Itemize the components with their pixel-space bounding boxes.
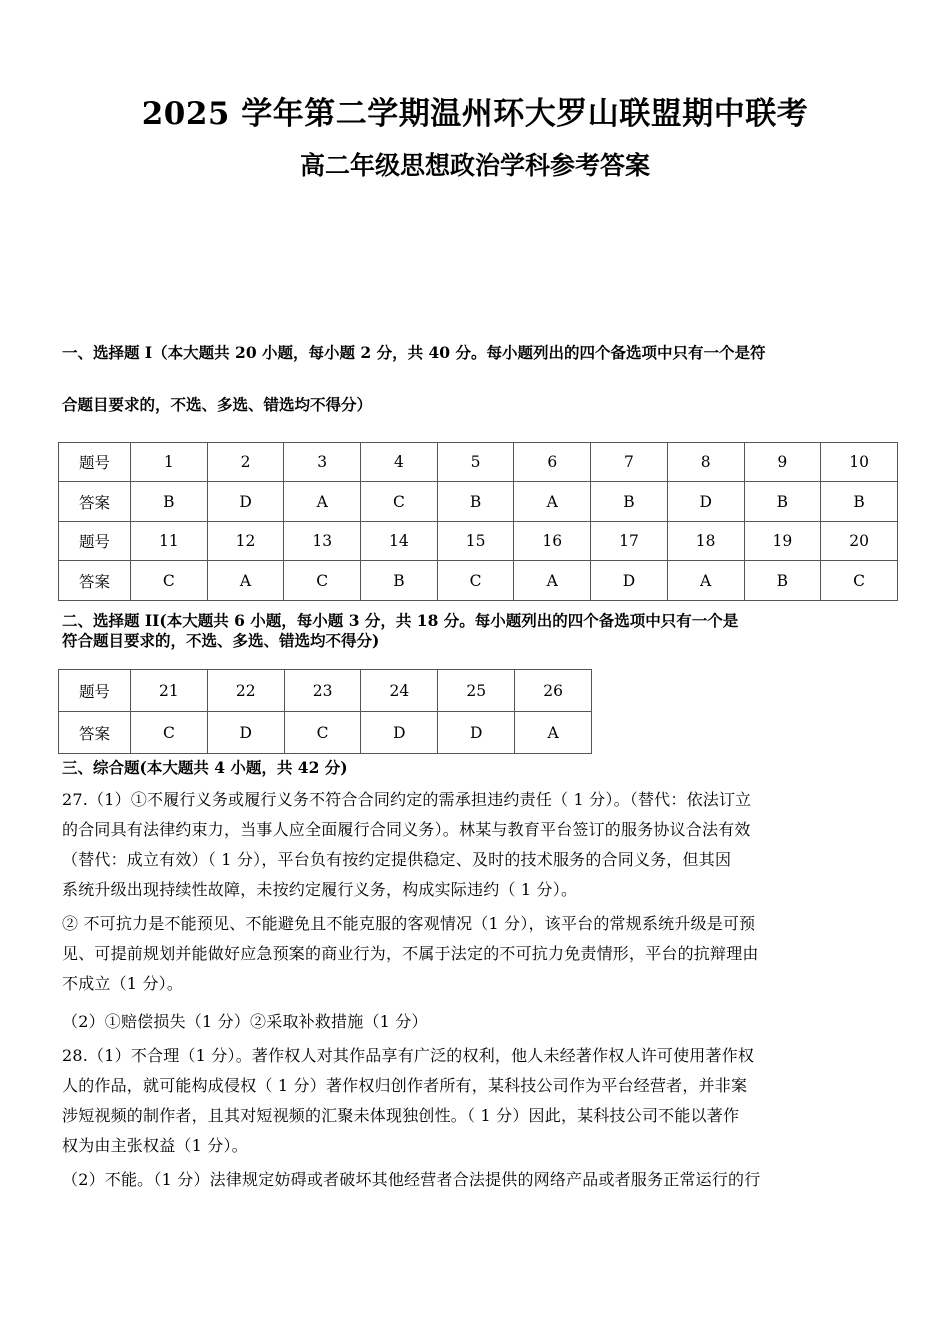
question-number-cell: 23 bbox=[284, 670, 361, 712]
answer-cell: B bbox=[744, 561, 821, 601]
question-number-cell: 16 bbox=[514, 522, 591, 561]
row-label-answer: 答案 bbox=[59, 712, 131, 754]
q27-answer-part3: （2）①赔偿损失（1 分）②采取补救措施（1 分） bbox=[62, 1012, 428, 1031]
table-row bbox=[59, 670, 592, 712]
table-row bbox=[59, 443, 898, 482]
q28-answer-part2: （2）不能。（1 分）法律规定妨碍或者破坏其他经营者合法提供的网络产品或者服务正常运行的行 bbox=[62, 1170, 761, 1189]
row-label-question-number: 题号 bbox=[59, 670, 131, 712]
answer-cell: B bbox=[131, 482, 208, 522]
section3-heading: 三、综合题(本大题共 4 小题，共 42 分) bbox=[62, 758, 348, 777]
table-row bbox=[59, 561, 898, 601]
question-number-cell: 14 bbox=[361, 522, 438, 561]
question-number-cell: 5 bbox=[437, 443, 514, 482]
section2-answer-table bbox=[58, 669, 592, 754]
question-number-cell: 12 bbox=[207, 522, 284, 561]
answer-cell: C bbox=[361, 482, 438, 522]
question-number-cell: 20 bbox=[821, 522, 898, 561]
answer-cell: A bbox=[284, 482, 361, 522]
question-number-cell: 8 bbox=[667, 443, 744, 482]
answer-cell: B bbox=[361, 561, 438, 601]
row-label-answer: 答案 bbox=[59, 561, 131, 601]
table-row bbox=[59, 522, 898, 561]
answer-text-line: 的合同具有法律约束力，当事人应全面履行合同义务）。林某与教育平台签订的服务协议合法有效 bbox=[62, 820, 751, 839]
question-number-cell: 1 bbox=[131, 443, 208, 482]
answer-text-line: （替代：成立有效）（ 1 分），平台负有按约定提供稳定、及时的技术服务的合同义务，但其因 bbox=[62, 850, 732, 869]
answer-cell: A bbox=[514, 561, 591, 601]
section1-answer-table bbox=[58, 442, 898, 601]
answer-text-line: 权为由主张权益（1 分）。 bbox=[62, 1136, 248, 1155]
answer-text-line: ② 不可抗力是不能预见、不能避免且不能克服的客观情况（1 分），该平台的常规系统升级是可预 bbox=[62, 914, 756, 933]
question-number-cell: 10 bbox=[821, 443, 898, 482]
answer-cell: C bbox=[131, 712, 208, 754]
page-subtitle: 高二年级思想政治学科参考答案 bbox=[299, 151, 650, 180]
question-number-cell: 26 bbox=[515, 670, 592, 712]
answer-cell: A bbox=[667, 561, 744, 601]
question-number-cell: 19 bbox=[744, 522, 821, 561]
question-number-cell: 21 bbox=[131, 670, 208, 712]
answer-cell: D bbox=[207, 482, 284, 522]
q28-answer-part1 bbox=[62, 1041, 892, 1161]
q27-answer-part1 bbox=[62, 785, 892, 905]
q27-answer-part2 bbox=[62, 909, 892, 999]
question-number-cell: 22 bbox=[207, 670, 284, 712]
section1-heading bbox=[62, 343, 892, 363]
section2-heading-line1: 二、选择题 II(本大题共 6 小题，每小题 3 分，共 18 分。每小题列出的四个备选项中只有一个是 bbox=[62, 611, 739, 630]
answer-cell: D bbox=[361, 712, 438, 754]
answer-cell: D bbox=[207, 712, 284, 754]
table-row bbox=[59, 482, 898, 522]
section1-heading-continued bbox=[62, 395, 892, 415]
answer-cell: D bbox=[591, 561, 668, 601]
answer-text-line: 27.（1）①不履行义务或履行义务不符合合同约定的需承担违约责任（ 1 分）。（替代：依法订立 bbox=[62, 790, 752, 809]
answer-cell: A bbox=[515, 712, 592, 754]
question-number-cell: 17 bbox=[591, 522, 668, 561]
answer-text-line: 人的作品，就可能构成侵权（ 1 分）著作权归创作者所有，某科技公司作为平台经营者，并非案 bbox=[62, 1076, 748, 1095]
answer-text-line: 涉短视频的制作者，且其对短视频的汇聚未体现独创性。（ 1 分）因此，某科技公司不能以著作 bbox=[62, 1106, 740, 1125]
question-number-cell: 2 bbox=[207, 443, 284, 482]
answer-cell: C bbox=[284, 561, 361, 601]
section2-heading bbox=[62, 611, 892, 651]
answer-cell: D bbox=[667, 482, 744, 522]
section1-heading-line1: 一、选择题 I（本大题共 20 小题，每小题 2 分，共 40 分。每小题列出的四个备选项中只有一个是符 bbox=[62, 343, 766, 362]
answer-text-line: 见、可提前规划并能做好应急预案的商业行为，不属于法定的不可抗力免责情形，平台的抗辩理由 bbox=[62, 944, 759, 963]
page-title: 2025 学年第二学期温州环大罗山联盟期中联考 bbox=[141, 96, 809, 132]
answer-cell: C bbox=[131, 561, 208, 601]
question-number-cell: 11 bbox=[131, 522, 208, 561]
question-number-cell: 7 bbox=[591, 443, 668, 482]
question-number-cell: 18 bbox=[667, 522, 744, 561]
answer-cell: A bbox=[207, 561, 284, 601]
answer-cell: C bbox=[821, 561, 898, 601]
row-label-question-number: 题号 bbox=[59, 443, 131, 482]
question-number-cell: 4 bbox=[361, 443, 438, 482]
question-number-cell: 6 bbox=[514, 443, 591, 482]
question-number-cell: 15 bbox=[437, 522, 514, 561]
answer-cell: A bbox=[514, 482, 591, 522]
row-label-question-number: 题号 bbox=[59, 522, 131, 561]
answer-text-line: 系统升级出现持续性故障，未按约定履行义务，构成实际违约（ 1 分）。 bbox=[62, 880, 578, 899]
question-number-cell: 9 bbox=[744, 443, 821, 482]
section2-heading-line2: 符合题目要求的，不选、多选、错选均不得分) bbox=[62, 631, 380, 650]
question-number-cell: 25 bbox=[438, 670, 515, 712]
answer-cell: B bbox=[744, 482, 821, 522]
row-label-answer: 答案 bbox=[59, 482, 131, 522]
answer-cell: C bbox=[284, 712, 361, 754]
section1-heading-line2: 合题目要求的，不选、多选、错选均不得分） bbox=[62, 395, 373, 414]
answer-text-line: 不成立（1 分）。 bbox=[62, 974, 184, 993]
answer-cell: B bbox=[437, 482, 514, 522]
answer-cell: B bbox=[591, 482, 668, 522]
question-number-cell: 24 bbox=[361, 670, 438, 712]
question-number-cell: 13 bbox=[284, 522, 361, 561]
answer-cell: C bbox=[437, 561, 514, 601]
answer-cell: D bbox=[438, 712, 515, 754]
question-number-cell: 3 bbox=[284, 443, 361, 482]
answer-text-line: 28.（1）不合理（1 分）。著作权人对其作品享有广泛的权利，他人未经著作权人许可使用著作权 bbox=[62, 1046, 755, 1065]
answer-cell: B bbox=[821, 482, 898, 522]
table-row bbox=[59, 712, 592, 754]
